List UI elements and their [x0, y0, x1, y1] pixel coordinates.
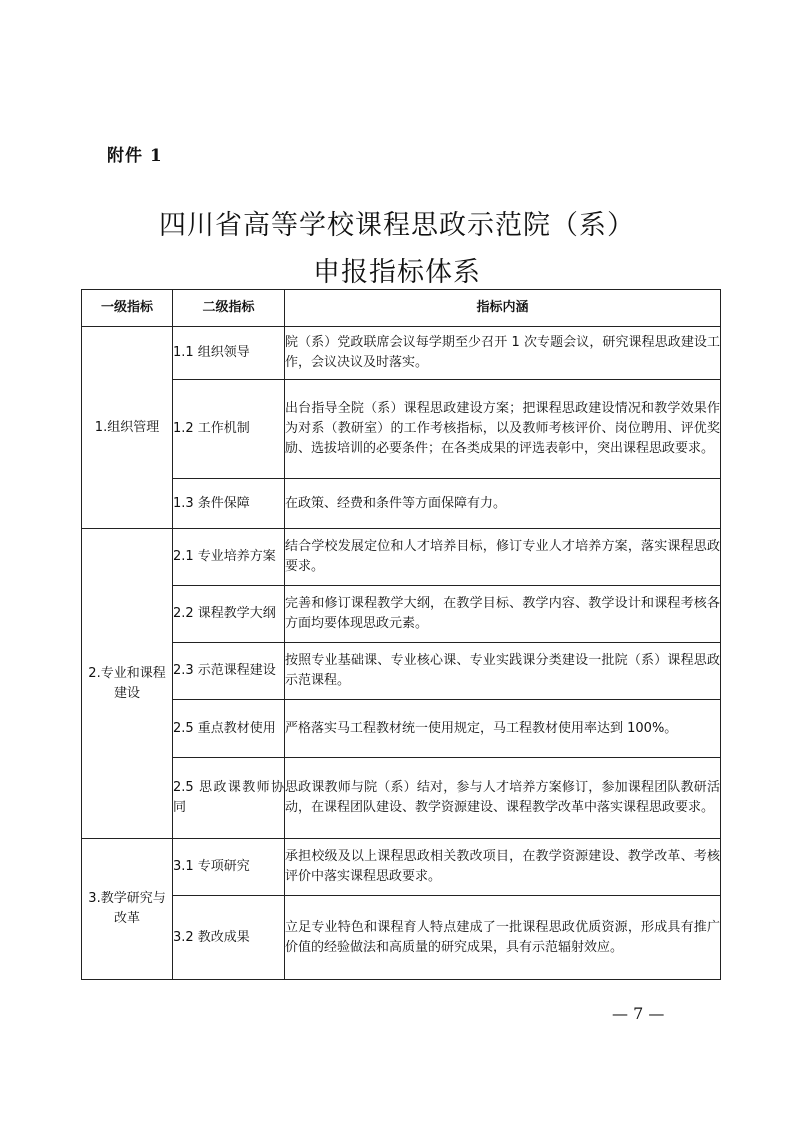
document-title-line1: 四川省高等学校课程思政示范院（系）	[159, 210, 635, 241]
level2-indicator: 2.5 思政课教师协同	[173, 758, 285, 839]
level1-indicator: 1.组织管理	[82, 327, 173, 529]
table-row	[82, 896, 721, 980]
table-row	[82, 839, 721, 896]
level2-indicator: 1.2 工作机制	[173, 380, 285, 479]
level2-indicator: 2.1 专业培养方案	[173, 529, 285, 586]
table-row	[82, 700, 721, 758]
level2-indicator: 1.3 条件保障	[173, 479, 285, 529]
level2-indicator: 2.2 课程教学大纲	[173, 586, 285, 643]
indicator-content: 思政课教师与院（系）结对，参与人才培养方案修订，参加课程团队教研活动，在课程团队建设、教学资源建设、课程教学改革中落实课程思政要求。	[285, 758, 721, 839]
indicator-content: 出台指导全院（系）课程思政建设方案；把课程思政建设情况和教学效果作为对系（教研室）的工作考核指标，以及教师考核评价、岗位聘用、评优奖励、选拔培训的必要条件；在各类成果的评选表彰中，突出课程思政要求。	[285, 380, 721, 479]
level1-indicator: 3.教学研究与改革	[82, 839, 173, 980]
header-level2: 二级指标	[173, 290, 285, 327]
indicator-content: 院（系）党政联席会议每学期至少召开 1 次专题会议，研究课程思政建设工作，会议决议及时落实。	[285, 327, 721, 380]
page-number: — 7 —	[612, 1004, 665, 1023]
indicator-content: 立足专业特色和课程育人特点建成了一批课程思政优质资源，形成具有推广价值的经验做法和高质量的研究成果，具有示范辐射效应。	[285, 896, 721, 980]
table-row	[82, 758, 721, 839]
table-row	[82, 327, 721, 380]
indicator-content: 在政策、经费和条件等方面保障有力。	[285, 479, 721, 529]
level2-indicator: 2.3 示范课程建设	[173, 643, 285, 700]
indicator-content: 承担校级及以上课程思政相关教改项目，在教学资源建设、教学改革、考核评价中落实课程思政要求。	[285, 839, 721, 896]
table-row	[82, 479, 721, 529]
table-row	[82, 586, 721, 643]
indicator-content: 严格落实马工程教材统一使用规定，马工程教材使用率达到 100%。	[285, 700, 721, 758]
indicator-content: 按照专业基础课、专业核心课、专业实践课分类建设一批院（系）课程思政示范课程。	[285, 643, 721, 700]
level2-indicator: 3.1 专项研究	[173, 839, 285, 896]
table-header-row	[82, 290, 721, 327]
header-level1: 一级指标	[82, 290, 173, 327]
indicator-table	[81, 289, 721, 980]
table-row	[82, 529, 721, 586]
attachment-label: 附件 1	[107, 146, 163, 166]
level2-indicator: 1.1 组织领导	[173, 327, 285, 380]
level2-indicator: 3.2 教改成果	[173, 896, 285, 980]
document-title-line2: 申报指标体系	[313, 257, 481, 288]
table-row	[82, 643, 721, 700]
indicator-content: 完善和修订课程教学大纲，在教学目标、教学内容、教学设计和课程考核各方面均要体现思政元素。	[285, 586, 721, 643]
header-content: 指标内涵	[285, 290, 721, 327]
level1-indicator: 2.专业和课程建设	[82, 529, 173, 839]
indicator-content: 结合学校发展定位和人才培养目标，修订专业人才培养方案，落实课程思政要求。	[285, 529, 721, 586]
level2-indicator: 2.5 重点教材使用	[173, 700, 285, 758]
table-row	[82, 380, 721, 479]
